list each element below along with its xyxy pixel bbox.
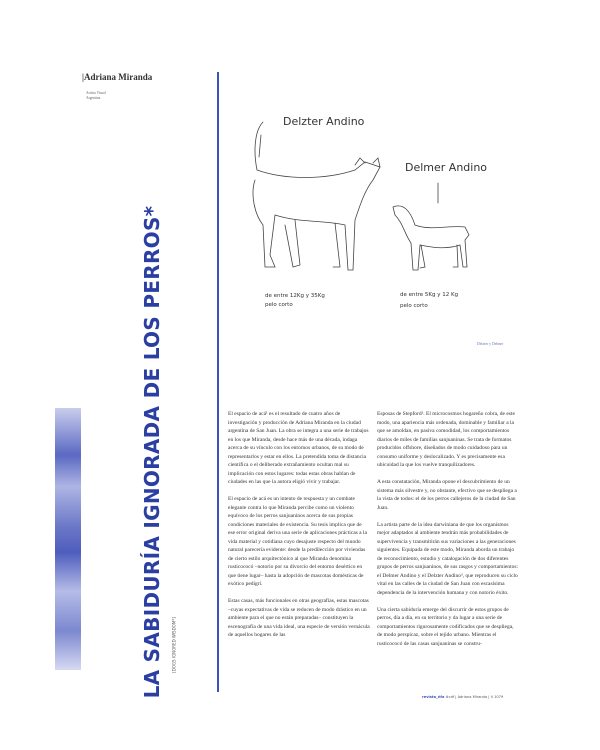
dog1-fur-note: pelo corto	[265, 302, 293, 308]
page-footer	[422, 695, 503, 699]
author-role	[86, 91, 106, 100]
article-title: LA SABIDURÍA IGNORADA DE LOS PERROS*	[140, 205, 164, 699]
image-credit: Delzter y Delmer	[477, 342, 504, 346]
author-name: |Adriana Miranda	[82, 72, 153, 82]
dog2-fur-note: pelo corto	[400, 303, 428, 309]
author-country: Argentina	[86, 95, 101, 100]
paragraph: A esta constatación, Miranda opone el descubrimiento de un sistema más silvestre y, no obstante, efectivo que se despliega a la vista de todos: el de los perros callejeros de la ciudad de San Juan.	[377, 479, 517, 511]
magazine-name: revista_ñfa	[422, 695, 445, 699]
text-column-2	[377, 410, 519, 657]
dog2-weight-note: de entre 5Kg y 12 Kg	[400, 292, 459, 298]
text-column-1	[228, 410, 370, 648]
dog1-name-label: Delzter Andino	[283, 115, 365, 128]
issue-number: #cdf	[445, 695, 455, 699]
page-number: ñ 1079	[490, 695, 504, 699]
vertical-rule	[217, 72, 219, 692]
dog2-name-label: Delmer Andino	[405, 161, 488, 174]
dog-sketch	[225, 95, 535, 325]
paragraph: El espacio de acá¹ es el resultado de cuatro años de investigación y producción de Adriana Miranda en la ciudad argentina de San Juan. La obra se integra a una serie de trabajos en los que Miranda, desde hace más de una década, indaga acerca de su vínculo con los entornos urbanos, de su modo de representarlos y estar en ellos. La pretendida toma de distancia científica o el deliberado extrañamiento ocultan mal su implicación con estos lugares: todas estas obras hablan de ciudades en las que la autora eligió vivir y trabajar.	[228, 411, 369, 485]
footer-author: | Adriana Miranda |	[455, 695, 490, 699]
paragraph: Estas casas, más funcionales en otras geografías, estas mascotas –cuyas expectativas de vida se reducen de modo drástico en un ambiente para el que no están preparadas– constituyen la escenografía de una vida ideal, una especie de versión vernácula de aquellos hogares de las	[228, 598, 370, 638]
paragraph: El espacio de acá es un intento de respuesta y un combate elegante contra lo que Miranda percibe como un violento equívoco de los perros sanjuaninos acerca de sus propias condiciones materiales de existencia. Su tesis implica que de ese error original deriva una serie de aplicaciones prácticas a la vida material y cotidiana cuyo desajuste respecto del mundo natural parecería evidente: desde la predilección por viviendas de cierto estilo arquitectónico al que Miranda denomina rusticococó –notorio por su divorcio del entorno desértico en que tiene lugar– hasta la adopción de mascotas domésticas de exótico pedigrí.	[228, 496, 367, 587]
paragraph: La artista parte de la idea darwiniana de que los organismos mejor adaptados al ambiente tendrán más probabilidades de supervivencia y transmitirán sus variaciones a las generaciones siguientes. Equipada de este modo, Miranda aborda un trabajo de reconocimiento, estudio y catalogación de dos diferentes grupos de perros sanjuaninos, de sus rasgos y comportamientos: el Delmer Andino y el Delzter Andino³, que reproducen su ciclo vital en las calles de la ciudad de San Juan con escasísima dependencia de la intervención humana y con notorio éxito.	[377, 521, 518, 596]
article-subtitle: [DOGS IGNORED WISDOM*]	[171, 617, 177, 673]
dog-photo	[55, 408, 81, 670]
dog1-weight-note: de entre 12Kg y 35Kg	[265, 293, 325, 299]
paragraph: Una cierta sabiduría emerge del discurrir de estos grupos de perros, día a día, en su territorio y da lugar a una serie de comportamientos rigurosamente codificados que se despliega, de modo perspicaz, sobre el tejido urbano. Mientras el rusticococó de las casas sanjuaninas se constru-	[377, 606, 514, 647]
paragraph: Esposas de Stepford². El microcosmos hogareño cobra, de este modo, una apariencia más ordenada, dominable y familiar a la que se amoldan, en pasiva comodidad, los comportamientos diarios de miles de familias sanjuaninas. Se trata de formatos producidos offshore, diseñados de modo cuidadoso para un consumo uniforme y deslocalizado. Y es precisamente esa ubicuidad la que los vuelve tranquilizadores.	[377, 411, 515, 468]
author-role-title: Artista Visual	[86, 91, 106, 95]
